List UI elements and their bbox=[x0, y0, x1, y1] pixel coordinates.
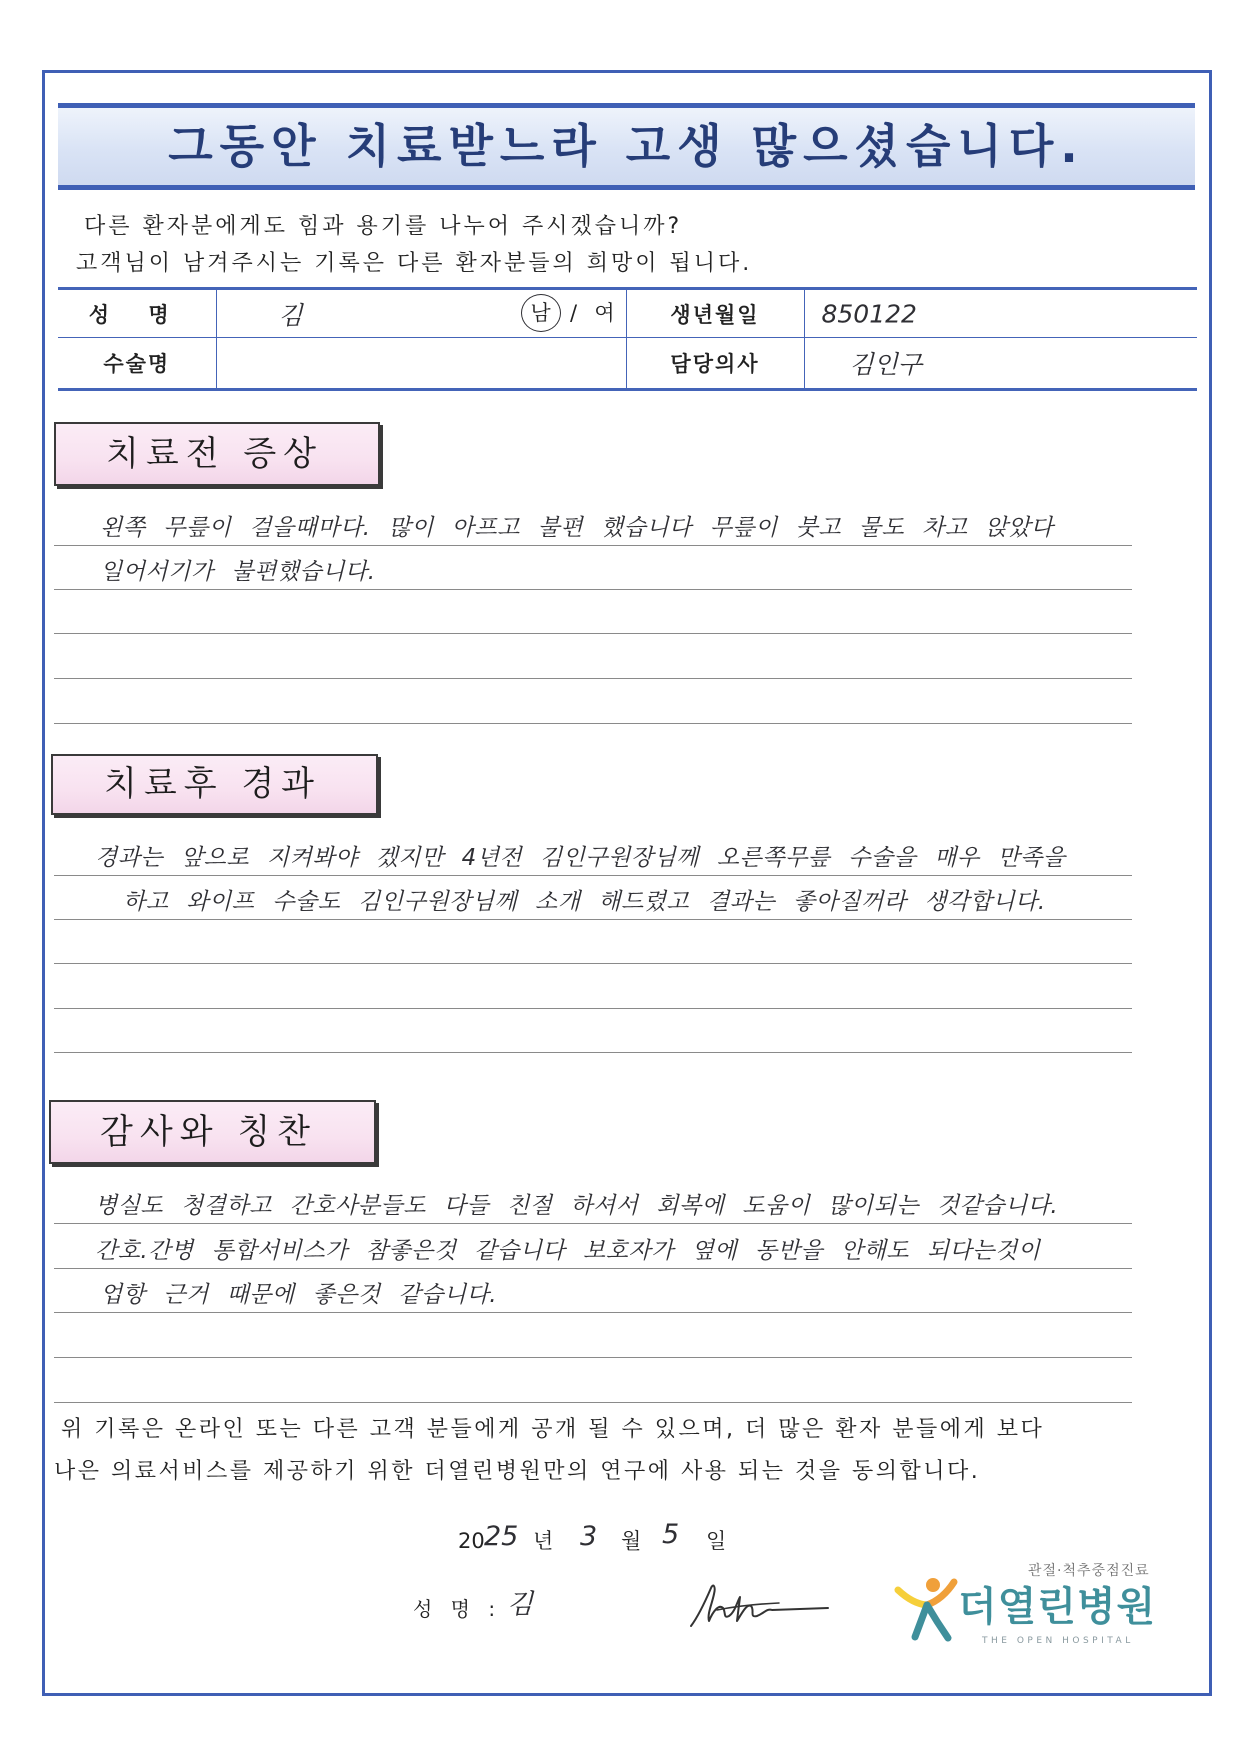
date-year-unit: 년 bbox=[533, 1529, 554, 1553]
ruled-line bbox=[54, 875, 1132, 876]
handwritten-line: 경과는 앞으로 지켜봐야 겠지만 4년전 김인구원장님께 오른쪽무릎 수술을 매우 만족을 bbox=[95, 845, 1066, 871]
gender-female: 여 bbox=[594, 301, 615, 325]
surgery-cell bbox=[216, 338, 626, 390]
consent-text: 위 기록은 온라인 또는 다른 고객 분들에게 공개 될 수 있으며, 더 많은 환자 분들에게 보다 bbox=[61, 1417, 1045, 1442]
ruled-line bbox=[54, 678, 1132, 679]
signature-scribble bbox=[687, 1580, 832, 1632]
birthdate-label: 생년월일 bbox=[626, 289, 804, 338]
section-before-treatment bbox=[54, 422, 380, 486]
handwritten-line: 병실도 청결하고 간호사분들도 다들 친절 하셔서 회복에 도움이 많이되는 것같습니다. bbox=[95, 1193, 1059, 1219]
date-month-unit: 월 bbox=[621, 1529, 642, 1553]
consent-text: 나은 의료서비스를 제공하기 위한 더열린병원만의 연구에 사용 되는 것을 동의합니다. bbox=[54, 1459, 981, 1484]
signature-date bbox=[0, 1519, 1240, 1556]
logo-english-name: THE OPEN HOSPITAL bbox=[982, 1636, 1134, 1646]
section-thanks-praise bbox=[49, 1100, 376, 1164]
ruled-line bbox=[54, 1008, 1132, 1009]
doctor-cell bbox=[804, 338, 1197, 390]
name-value: 김 bbox=[278, 300, 303, 330]
ruled-line bbox=[54, 1312, 1132, 1313]
date-month: 3 bbox=[580, 1521, 598, 1552]
handwritten-line: 간호.간병 통합서비스가 참좋은것 같습니다 보호자가 옆에 동반을 안해도 되다는것이 bbox=[95, 1238, 1041, 1264]
doctor-value: 김인구 bbox=[849, 350, 922, 379]
name-cell bbox=[216, 289, 626, 338]
doctor-label: 담당의사 bbox=[626, 338, 804, 390]
section-after-treatment bbox=[51, 754, 378, 815]
ruled-line bbox=[54, 545, 1132, 546]
handwritten-line: 왼쪽 무릎이 걸을때마다. 많이 아프고 불편 했습니다 무릎이 붓고 물도 차고 앉았다 bbox=[100, 515, 1054, 541]
ruled-line bbox=[54, 589, 1132, 590]
birthdate-value: 850122 bbox=[821, 299, 917, 328]
page-title: 그동안 치료받느라 고생 많으셨습니다. bbox=[168, 119, 1085, 173]
name-label: 성 명 bbox=[58, 289, 216, 338]
gender-separator: / bbox=[569, 301, 578, 325]
patient-info-table bbox=[58, 287, 1197, 391]
handwritten-line: 일어서기가 불편했습니다. bbox=[100, 559, 376, 585]
ruled-line bbox=[54, 1402, 1132, 1403]
ruled-line bbox=[54, 1223, 1132, 1224]
ruled-line bbox=[54, 1268, 1132, 1269]
surgery-label: 수술명 bbox=[58, 338, 216, 390]
date-century: 20 bbox=[458, 1529, 485, 1553]
date-day-unit: 일 bbox=[706, 1529, 727, 1553]
gender-male: 남 bbox=[521, 294, 561, 332]
handwritten-line: 업항 근거 때문에 좋은것 같습니다. bbox=[100, 1282, 498, 1308]
ruled-line bbox=[54, 919, 1132, 920]
ruled-line bbox=[54, 633, 1132, 634]
ruled-line bbox=[54, 1052, 1132, 1053]
logo-name: 더열린병원 bbox=[958, 1584, 1157, 1630]
logo-figure-icon bbox=[893, 1574, 959, 1644]
date-day: 5 bbox=[662, 1519, 680, 1550]
section-title: 치료전 증상 bbox=[106, 434, 324, 474]
ruled-line bbox=[54, 963, 1132, 964]
handwritten-line: 하고 와이프 수술도 김인구원장님께 소개 해드렸고 결과는 좋아질꺼라 생각합니다. bbox=[123, 889, 1046, 915]
ruled-line bbox=[54, 723, 1132, 724]
ruled-line bbox=[54, 1357, 1132, 1358]
logo-tagline: 관절·척추중점진료 bbox=[1028, 1563, 1150, 1579]
intro-line: 고객님이 남겨주시는 기록은 다른 환자분들의 희망이 됩니다. bbox=[76, 251, 753, 276]
section-title: 치료후 경과 bbox=[104, 764, 322, 804]
title-banner bbox=[58, 103, 1195, 190]
signature-name-label: 성 명 : bbox=[413, 1597, 502, 1621]
date-year: 25 bbox=[484, 1521, 519, 1552]
signature-name-value: 김 bbox=[507, 1589, 534, 1620]
birthdate-cell bbox=[804, 289, 1197, 338]
section-title: 감사와 칭찬 bbox=[100, 1112, 318, 1152]
intro-line: 다른 환자분에게도 힘과 용기를 나누어 주시겠습니까? bbox=[84, 214, 683, 239]
